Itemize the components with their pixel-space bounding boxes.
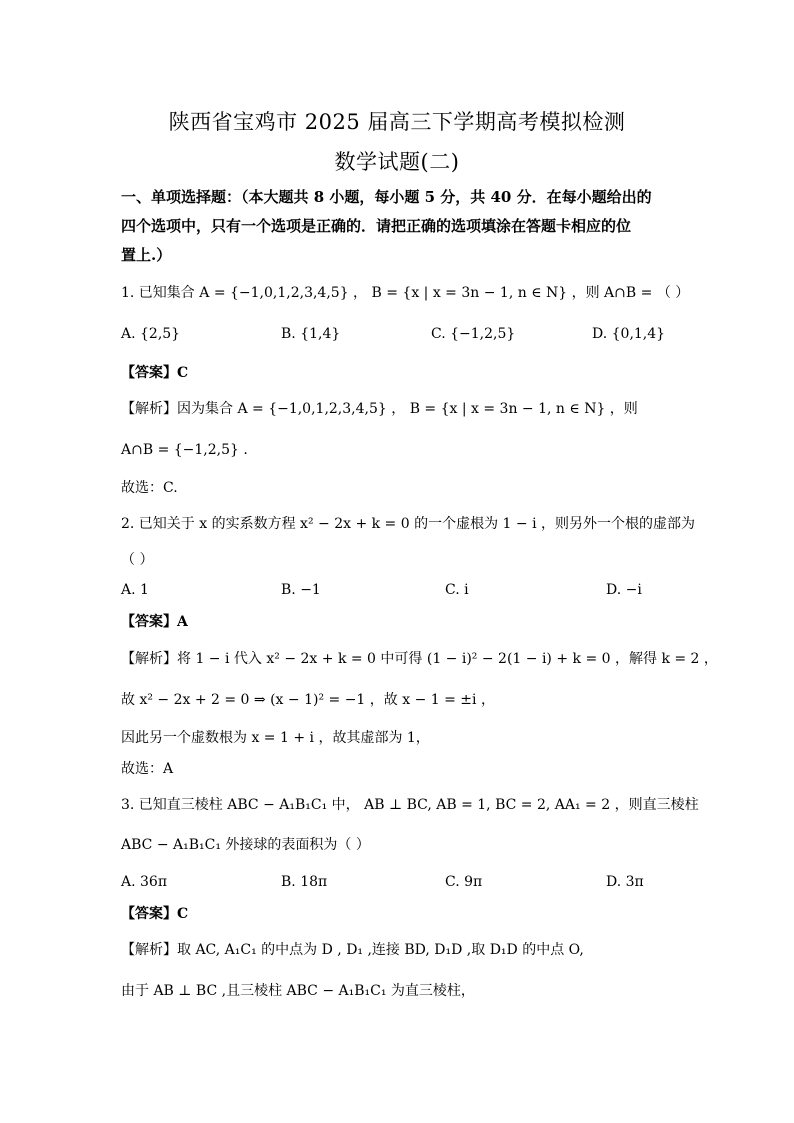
q3-option-c: C. 9π	[445, 874, 483, 890]
exam-subtitle: 数学试题(二)	[334, 150, 460, 174]
q2-option-a: A. 1	[121, 582, 149, 598]
q3-option-b: B. 18π	[281, 874, 328, 890]
q1-option-c: C. {−1,2,5}	[431, 326, 516, 342]
q2-stem-line-1: 2. 已知关于 x 的实系数方程 x² − 2x + k = 0 的一个虚根为 1 − i ，则另外一个根的虚部为	[121, 516, 696, 532]
q2-conclusion: 故选：A	[121, 761, 174, 777]
exam-title: 陕西省宝鸡市 2025 届高三下学期高考模拟检测	[168, 110, 626, 134]
q1-analysis-line-2: A∩B = {−1,2,5} .	[121, 442, 248, 458]
q2-answer: 【答案】A	[121, 614, 188, 630]
section-instructions-line-2: 四个选项中，只有一个选项是正确的．请把正确的选项填涂在答题卡相应的位	[121, 217, 632, 235]
q3-stem-line-2: ABC − A₁B₁C₁ 外接球的表面积为（ ）	[121, 837, 370, 853]
q2-analysis-line-3: 因此另一个虚数根为 x = 1 + i ，故其虚部为 1，	[121, 730, 430, 746]
q2-option-c: C. i	[445, 582, 469, 598]
section-instructions-line-1: 一、单项选择题：（本大题共 8 小题，每小题 5 分，共 40 分．在每小题给出的	[121, 188, 652, 206]
section-instructions-line-3: 置上.）	[121, 246, 172, 264]
q3-analysis-line-2: 由于 AB ⊥ BC ,且三棱柱 ABC − A₁B₁C₁ 为直三棱柱，	[121, 983, 475, 999]
q2-analysis-line-2: 故 x² − 2x + 2 = 0 ⇒ (x − 1)² = −1 ，故 x − 1 = ±i ，	[121, 692, 495, 708]
q2-stem-line-2: （ ）	[121, 552, 154, 568]
q1-stem: 1. 已知集合 A = {−1,0,1,2,3,4,5} ， B = {x | x = 3n − 1, n ∈ N} ，则 A∩B = （ ）	[121, 285, 690, 301]
q2-option-b: B. −1	[281, 582, 321, 598]
q3-analysis-line-1: 【解析】取 AC, A₁C₁ 的中点为 D , D₁ ,连接 BD, D₁D ,取 D₁D 的中点 O,	[121, 942, 584, 958]
q1-conclusion: 故选：C.	[121, 480, 178, 496]
q3-option-d: D. 3π	[606, 874, 644, 890]
q3-option-a: A. 36π	[121, 874, 168, 890]
q2-analysis-line-1: 【解析】将 1 − i 代入 x² − 2x + k = 0 中可得 (1 − i)² − 2(1 − i) + k = 0 ，解得 k = 2 ，	[121, 651, 718, 667]
q3-stem-line-1: 3. 已知直三棱柱 ABC − A₁B₁C₁ 中， AB ⊥ BC, AB = 1, BC = 2, AA₁ = 2 ，则直三棱柱	[121, 797, 699, 813]
q2-option-d: D. −i	[606, 582, 642, 598]
q1-answer: 【答案】C	[121, 365, 189, 381]
q1-option-d: D. {0,1,4}	[592, 326, 666, 342]
q1-analysis-line-1: 【解析】因为集合 A = {−1,0,1,2,3,4,5} ， B = {x | x = 3n − 1, n ∈ N} ，则	[121, 401, 638, 417]
q1-option-a: A. {2,5}	[121, 326, 181, 342]
q1-option-b: B. {1,4}	[281, 326, 341, 342]
q3-answer: 【答案】C	[121, 906, 189, 922]
